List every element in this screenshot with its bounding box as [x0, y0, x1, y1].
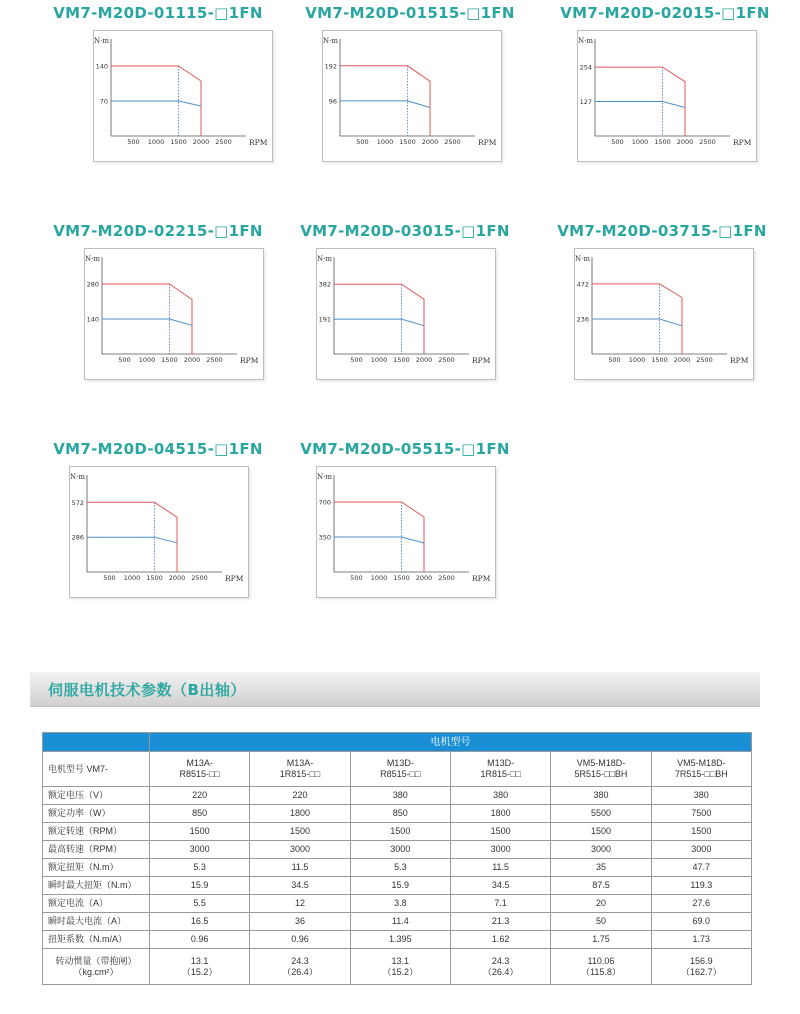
table-cell: 220: [250, 787, 350, 805]
rated-torque-line: [595, 102, 685, 108]
table-cell: 3000: [450, 841, 550, 859]
y-tick-label: 350: [318, 533, 331, 542]
y-axis-unit-label: N·m: [85, 255, 100, 263]
table-cell: 1.73: [651, 931, 751, 949]
chart-title: VM7-M20D-01115-□1FN: [53, 4, 263, 22]
y-tick-label: 140: [86, 315, 99, 324]
inertia-row-label: 转动惯量（带抱闸） （kg.cm²）: [43, 949, 150, 985]
x-tick-label: 2500: [699, 138, 716, 146]
y-tick-label: 96: [328, 97, 337, 106]
table-cell: 1500: [651, 823, 751, 841]
x-tick-label: 500: [127, 138, 140, 146]
table-cell: 380: [450, 787, 550, 805]
y-axis-unit-label: N·m: [94, 37, 109, 45]
x-tick-label: 1000: [628, 356, 646, 364]
x-tick-label: 2000: [192, 138, 210, 146]
inertia-cell: 156.9 （162.7）: [651, 949, 751, 985]
y-tick-label: 191: [318, 315, 331, 324]
x-tick-label: 1000: [370, 574, 388, 582]
section-header-bar: [30, 672, 760, 707]
chart-frame: [93, 30, 273, 162]
torque-speed-chart: [323, 31, 501, 161]
table-cell: 15.9: [150, 877, 250, 895]
table-cell: 850: [350, 805, 450, 823]
torque-speed-chart: [317, 249, 495, 379]
table-cell: 1500: [150, 823, 250, 841]
table-row: [43, 877, 752, 895]
y-tick-label: 572: [71, 498, 84, 507]
x-tick-label: 2500: [444, 138, 461, 146]
table-cell: 15.9: [350, 877, 450, 895]
x-axis-unit-label: RPM: [733, 138, 752, 147]
y-tick-label: 472: [576, 280, 589, 289]
x-tick-label: 2500: [215, 138, 232, 146]
table-cell: 380: [551, 787, 651, 805]
table-cell: 36: [250, 913, 350, 931]
x-tick-label: 2000: [415, 574, 433, 582]
x-tick-label: 2000: [421, 138, 439, 146]
x-axis-unit-label: RPM: [472, 574, 491, 583]
x-tick-label: 1500: [393, 574, 410, 582]
table-row: [43, 931, 752, 949]
table-cell: 87.5: [551, 877, 651, 895]
torque-speed-chart: [85, 249, 263, 379]
table-cell: 50: [551, 913, 651, 931]
table-cell: 20: [551, 895, 651, 913]
table-row: [43, 823, 752, 841]
table-cell: 11.5: [250, 859, 350, 877]
row-label: 瞬时最大扭矩（N.m）: [43, 877, 150, 895]
x-tick-label: 1000: [631, 138, 649, 146]
table-header-corner: [43, 733, 150, 752]
model-row-label: 电机型号 VM7-: [43, 752, 150, 787]
x-tick-label: 1500: [399, 138, 416, 146]
chart-title: VM7-M20D-04515-□1FN: [53, 440, 263, 458]
chart-frame: [69, 466, 249, 598]
row-label: 额定转速（RPM）: [43, 823, 150, 841]
torque-speed-chart: [70, 467, 248, 597]
table-cell: 11.5: [450, 859, 550, 877]
y-axis-unit-label: N·m: [317, 255, 332, 263]
inertia-cell: 110.06 （115.8）: [551, 949, 651, 985]
x-tick-label: 1000: [147, 138, 165, 146]
torque-speed-chart: [575, 249, 753, 379]
model-cell: VM5-M18D- 5R515-□□BH: [551, 752, 651, 787]
rated-torque-line: [111, 101, 201, 106]
table-cell: 220: [150, 787, 250, 805]
y-tick-label: 70: [99, 97, 108, 106]
table-cell: 1.75: [551, 931, 651, 949]
table-cell: 3000: [350, 841, 450, 859]
y-axis-unit-label: N·m: [578, 37, 593, 45]
x-axis-unit-label: RPM: [225, 574, 244, 583]
x-tick-label: 500: [350, 574, 363, 582]
chart-frame: [316, 248, 496, 380]
table-row: [43, 895, 752, 913]
rated-torque-line: [334, 537, 424, 543]
table-row-models: [43, 752, 752, 787]
table-cell: 5.5: [150, 895, 250, 913]
x-tick-label: 2500: [438, 574, 455, 582]
table-cell: 5500: [551, 805, 651, 823]
chart-title: VM7-M20D-01515-□1FN: [305, 4, 515, 22]
inertia-cell: 24.3 （26.4）: [450, 949, 550, 985]
y-tick-label: 700: [318, 498, 331, 507]
rated-torque-line: [592, 319, 682, 326]
y-tick-label: 382: [318, 280, 331, 289]
y-tick-label: 286: [71, 533, 84, 542]
model-cell: M13D- R8515-□□: [350, 752, 450, 787]
x-tick-label: 500: [356, 138, 369, 146]
y-axis-unit-label: N·m: [317, 473, 332, 481]
inertia-cell: 13.1 （15.2）: [350, 949, 450, 985]
table-cell: 119.3: [651, 877, 751, 895]
rated-torque-line: [87, 537, 177, 543]
model-cell: M13D- 1R815-□□: [450, 752, 550, 787]
row-label: 额定功率（W）: [43, 805, 150, 823]
y-tick-label: 254: [579, 63, 592, 72]
y-tick-label: 236: [576, 315, 589, 324]
model-cell: M13A- 1R815-□□: [250, 752, 350, 787]
x-axis-unit-label: RPM: [240, 356, 259, 365]
x-tick-label: 1500: [654, 138, 671, 146]
table-cell: 7500: [651, 805, 751, 823]
row-label: 最高转速（RPM）: [43, 841, 150, 859]
x-axis-unit-label: RPM: [472, 356, 491, 365]
x-tick-label: 2500: [206, 356, 223, 364]
table-cell: 34.5: [250, 877, 350, 895]
x-tick-label: 2000: [168, 574, 186, 582]
table-cell: 12: [250, 895, 350, 913]
y-tick-label: 127: [579, 98, 592, 107]
chart-title: VM7-M20D-05515-□1FN: [300, 440, 510, 458]
x-tick-label: 500: [103, 574, 116, 582]
section-title: 伺服电机技术参数（B出轴）: [48, 681, 246, 699]
table-cell: 47.7: [651, 859, 751, 877]
inertia-cell: 13.1 （15.2）: [150, 949, 250, 985]
row-label: 额定扭矩（N.m）: [43, 859, 150, 877]
rated-torque-line: [102, 319, 192, 325]
x-tick-label: 500: [608, 356, 621, 364]
x-tick-label: 2500: [438, 356, 455, 364]
table-cell: 3000: [250, 841, 350, 859]
table-cell: 5.3: [350, 859, 450, 877]
model-cell: VM5-M18D- 7R515-□□BH: [651, 752, 751, 787]
table-cell: 21.3: [450, 913, 550, 931]
rated-torque-line: [340, 101, 430, 108]
x-tick-label: 2000: [415, 356, 433, 364]
table-cell: 3000: [150, 841, 250, 859]
x-tick-label: 1500: [170, 138, 187, 146]
table-cell: 16.5: [150, 913, 250, 931]
x-tick-label: 2000: [673, 356, 691, 364]
table-cell: 1800: [250, 805, 350, 823]
chart-frame: [316, 466, 496, 598]
table-cell: 380: [651, 787, 751, 805]
x-tick-label: 2000: [183, 356, 201, 364]
chart-title: VM7-M20D-02215-□1FN: [53, 222, 263, 240]
chart-frame: [84, 248, 264, 380]
x-tick-label: 2000: [676, 138, 694, 146]
table-cell: 1500: [350, 823, 450, 841]
y-tick-label: 280: [86, 280, 99, 289]
table-cell: 35: [551, 859, 651, 877]
table-row: [43, 841, 752, 859]
row-label: 额定电流（A）: [43, 895, 150, 913]
table-cell: 1800: [450, 805, 550, 823]
table-row-inertia: [43, 949, 752, 985]
x-axis-unit-label: RPM: [730, 356, 749, 365]
specs-table: [42, 732, 752, 985]
rated-torque-line: [334, 319, 424, 326]
x-tick-label: 1000: [370, 356, 388, 364]
table-cell: 27.6: [651, 895, 751, 913]
y-axis-unit-label: N·m: [323, 37, 338, 45]
table-cell: 380: [350, 787, 450, 805]
torque-speed-chart: [94, 31, 272, 161]
chart-frame: [577, 30, 757, 162]
table-cell: 1500: [450, 823, 550, 841]
table-cell: 11.4: [350, 913, 450, 931]
chart-frame: [574, 248, 754, 380]
row-label: 扭矩系数（N.m/A）: [43, 931, 150, 949]
table-cell: 3000: [651, 841, 751, 859]
table-cell: 3000: [551, 841, 651, 859]
table-cell: 0.96: [250, 931, 350, 949]
x-tick-label: 1000: [138, 356, 156, 364]
table-cell: 1.62: [450, 931, 550, 949]
x-axis-unit-label: RPM: [478, 138, 497, 147]
table-cell: 34.5: [450, 877, 550, 895]
y-tick-label: 140: [95, 62, 108, 71]
chart-frame: [322, 30, 502, 162]
chart-title: VM7-M20D-03015-□1FN: [300, 222, 510, 240]
x-tick-label: 2500: [191, 574, 208, 582]
table-row: [43, 859, 752, 877]
x-tick-label: 1500: [393, 356, 410, 364]
chart-title: VM7-M20D-02015-□1FN: [560, 4, 770, 22]
inertia-cell: 24.3 （26.4）: [250, 949, 350, 985]
x-tick-label: 500: [350, 356, 363, 364]
x-tick-label: 1000: [376, 138, 394, 146]
x-tick-label: 2500: [696, 356, 713, 364]
y-axis-unit-label: N·m: [70, 473, 85, 481]
x-tick-label: 1500: [146, 574, 163, 582]
x-tick-label: 1000: [123, 574, 141, 582]
table-cell: 7.1: [450, 895, 550, 913]
x-tick-label: 500: [611, 138, 624, 146]
torque-speed-chart: [317, 467, 495, 597]
table-row: [43, 805, 752, 823]
model-group-header: 电机型号: [150, 733, 752, 752]
table-cell: 1500: [551, 823, 651, 841]
y-tick-label: 192: [324, 62, 337, 71]
x-tick-label: 500: [118, 356, 131, 364]
table-cell: 850: [150, 805, 250, 823]
chart-title: VM7-M20D-03715-□1FN: [557, 222, 767, 240]
row-label: 瞬时最大电流（A）: [43, 913, 150, 931]
y-axis-unit-label: N·m: [575, 255, 590, 263]
table-cell: 0.96: [150, 931, 250, 949]
model-cell: M13A- R8515-□□: [150, 752, 250, 787]
row-label: 额定电压（V）: [43, 787, 150, 805]
table-cell: 3.8: [350, 895, 450, 913]
table-cell: 5.3: [150, 859, 250, 877]
table-row: [43, 787, 752, 805]
x-axis-unit-label: RPM: [249, 138, 268, 147]
table-row: [43, 913, 752, 931]
table-cell: 1.395: [350, 931, 450, 949]
x-tick-label: 1500: [651, 356, 668, 364]
torque-speed-chart: [578, 31, 756, 161]
table-cell: 1500: [250, 823, 350, 841]
x-tick-label: 1500: [161, 356, 178, 364]
table-cell: 69.0: [651, 913, 751, 931]
